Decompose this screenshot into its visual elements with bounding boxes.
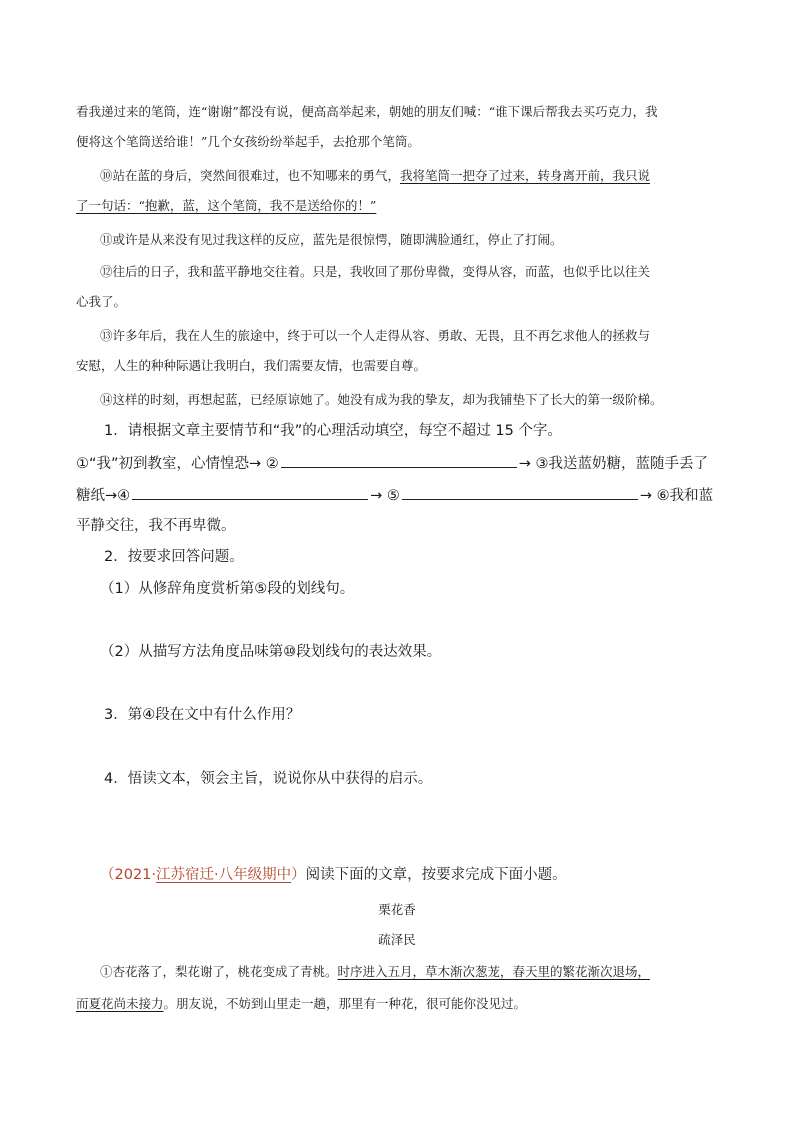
question-1-line-2: ①“我”初到教室，心情惶恐→ ② → ③我送蓝奶糖，蓝随手丢了 xyxy=(76,453,708,473)
underlined-sentence: 而夏花尚未接力 xyxy=(76,996,164,1011)
source-link[interactable]: 江苏宿迁·八年级期中 xyxy=(156,867,292,883)
article-paragraph-1-line-1: ①杏花落了，梨花谢了，桃花变成了青桃。时序进入五月，草木渐次葱茏，春天里的繁花渐次退场， xyxy=(100,964,651,979)
question-2: 2．按要求回答问题。 xyxy=(104,549,244,565)
article-paragraph-1-line-2: 而夏花尚未接力。朋友说，不妨到山里走一趟，那里有一种花，很可能你没见过。 xyxy=(76,996,527,1011)
question-4: 4．悟读文本，领会主旨，说说你从中获得的启示。 xyxy=(104,771,433,787)
paragraph-10-line-1: ⑩站在蓝的身后，突然间很难过，也不知哪来的勇气，我将笔筒一把夺了过来，转身离开前，我只说 xyxy=(100,168,651,183)
article-title: 栗花香 xyxy=(378,902,416,917)
paragraph-13-line-1: ⑬许多年后，我在人生的旅途中，终于可以一个人走得从容、勇敢、无畏，且不再乞求他人的拯救与 xyxy=(100,328,651,343)
question-2-1: （1）从修辞角度赏析第⑤段的划线句。 xyxy=(100,581,355,597)
question-3: 3．第④段在文中有什么作用？ xyxy=(104,707,301,723)
article-author: 疏泽民 xyxy=(378,932,416,947)
underlined-sentence: 我将笔筒一把夺了过来，转身离开前，我只说 xyxy=(400,168,651,183)
paragraph-11: ⑪或许是从来没有见过我这样的反应，蓝先是很惊愕，随即满脸通红，停止了打闹。 xyxy=(100,232,563,247)
source-line: （2021·江苏宿迁·八年级期中）阅读下面的文章，按要求完成下面小题。 xyxy=(100,867,567,883)
underlined-sentence: 时序进入五月，草木渐次葱茏，春天里的繁花渐次退场， xyxy=(337,964,651,979)
paragraph-13-line-2: 安慰，人生的种种际遇让我明白，我们需要友情，也需要自尊。 xyxy=(76,358,427,373)
answer-blank-2[interactable] xyxy=(281,453,517,468)
question-2-2: （2）从描写方法角度品味第⑩段划线句的表达效果。 xyxy=(100,644,442,660)
question-1-line-3: 糖纸→④ → ⑤ → ⑥我和蓝 xyxy=(76,485,713,505)
paragraph-10-line-2 xyxy=(76,198,376,214)
question-1-line-4: 平静交往，我不再卑微。 xyxy=(76,518,236,534)
paragraph-14: ⑭这样的时刻，再想起蓝，已经原谅她了。她没有成为我的挚友，却为我铺垫下了长大的第一级阶梯。 xyxy=(100,392,663,407)
paragraph-12-line-1: ⑫往后的日子，我和蓝平静地交往着。只是，我收回了那份卑微，变得从容，而蓝，也似乎比以往关 xyxy=(100,264,651,279)
passage-line: 便将这个笔筒送给谁！”几个女孩纷纷举起手，去抢那个笔筒。 xyxy=(76,134,420,149)
answer-blank-5[interactable] xyxy=(402,485,638,500)
question-1: 1．请根据文章主要情节和“我”的心理活动填空，每空不超过 15 个字。 xyxy=(104,423,562,439)
answer-blank-4[interactable] xyxy=(132,485,368,500)
paragraph-12-line-2: 心我了。 xyxy=(76,294,127,309)
passage-line: 看我递过来的笔筒，连“谢谢”都没有说，便高高举起来，朝她的朋友们喊：“谁下课后帮我去买巧克力，我 xyxy=(76,104,658,119)
underlined-sentence: 了一句话：“抱歉，蓝，这个笔筒，我不是送给你的！” xyxy=(76,198,377,213)
